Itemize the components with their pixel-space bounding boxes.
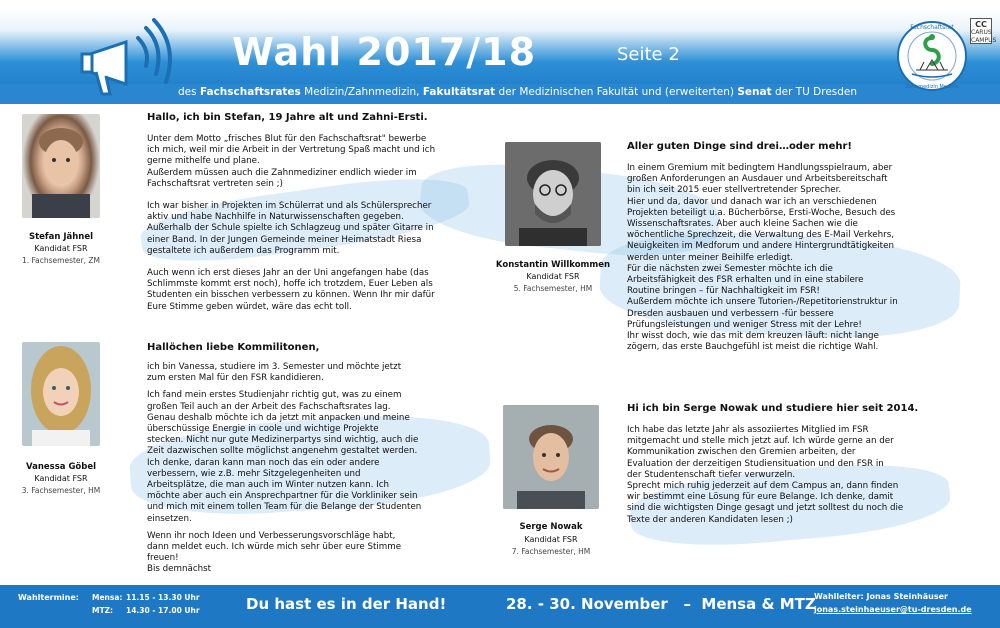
leader-email-link[interactable]: jonas.steinhaeuser@tu-dresden.de <box>814 605 972 614</box>
candidate-heading: Hi ich bin Serge Nowak und studiere hier seit 2014. <box>627 403 919 414</box>
candidate-name: Konstantin Willkommen <box>495 260 611 270</box>
candidate-text: In einem Gremium mit bedingtem Handlungsspielraum, aber großen Anforderungen an Ausdauer und Arbeitsbereitschaft bin ich seit 2015 euer stellvertretender Sprecher. Hier und da, davor und danach war ich an verschiedenen Projekten beteiligt u.a. Bücherbörse, Ersti-Woche, Besuch des Wissenschaftsrates. Aber auch kleine Sachen wie die wöchentliche Sprechzeit, die Verwaltung des E-Mail Verkehrs, Neuigkeiten im Medforum und andere Hintergrundtätigkeiten werden unter meiner Beihilfe erledigt. Für die nächsten zwei Semester möchte ich die Arbeitsfähigkeit des FSR erhalten und in eine stabilere Routine bringen – für Nachhaltigkeit im FSR! Außerdem möchte ich unsere Tutorien-/Repetitorienstruktur in Dresden ausbauen und verbessern -für bessere Prüfungsleistungen und weniger Stress mit der Lehre! Ihr wisst doch, wie das mit dem kreuzen läuft: nicht lange zögern, das erste Bauchgefühl ist meist die richtige Wahl. <box>627 163 898 353</box>
logo-text-top: Fachschaftsrat <box>910 24 954 31</box>
candidate-text: Unter dem Motto „frisches Blut für den Fachschaftsrat" bewerbe ich mich, weil mir die Arbeit in der Vertretung Spaß macht und ich gerne mithelfe und plane. Außerdem müssen auch die Zahnmediziner endlich wieder im Fachschaftsrat vertreten sein ;) Ich war bisher in Projekten im Schülerrat und als Schülersprecher aktiv und habe Nachhilfe in Naturwissenschaften gegeben. Außerhalb der Schule spielte ich Schlagzeug und später Gitarre in einer Band. In der Jungen Gemeinde meiner Heimatstadt Riesa gestaltete ich außerdem das Programm mit. Auch wenn ich erst dieses Jahr an der Uni angefangen habe (das Schlimmste kommt erst noch), hoffe ich trotzdem, Euer Leben als Studenten ein bisschen verbessern zu können. Wenn Ihr mir dafür Eure Stimme geben würdet, wäre das echt toll. <box>147 134 436 312</box>
carus-campus-badge: CC CARUS CAMPUS <box>971 20 997 44</box>
candidate-role: Kandidat FSR <box>526 272 580 281</box>
candidate-heading: Hallöchen liebe Kommilitonen, <box>147 342 320 353</box>
mtz-label: MTZ: <box>92 606 114 615</box>
candidate-photo-stefan <box>22 114 100 218</box>
candidate-semester: 3. Fachsemester, HM <box>21 486 101 495</box>
subtitle: des Fachschaftsrates Medizin/Zahnmedizin, Fakultätsrat der Medizinischen Fakultät und (erweiterten) Senat der TU Dresden <box>178 86 858 98</box>
election-leader: Wahlleiter: Jonas Steinhäuser <box>814 592 948 601</box>
candidate-role: Kandidat FSR <box>34 244 88 253</box>
candidate-name: Stefan Jähnel <box>28 232 94 242</box>
candidate-heading: Aller guten Dinge sind drei…oder mehr! <box>627 141 852 152</box>
logo-text-bottom: Zahnmedizin Medizin <box>905 84 959 90</box>
page-number: Seite 2 <box>617 44 680 65</box>
candidate-name: Serge Nowak <box>519 522 583 532</box>
election-dates-label: Wahltermine: <box>18 593 79 602</box>
candidate-photo-vanessa <box>22 342 100 446</box>
candidate-semester: 7. Fachsemester, HM <box>511 547 591 556</box>
fachschaftsrat-logo <box>896 20 968 92</box>
election-dates: 28. - 30. November – Mensa & MTZ <box>506 595 816 613</box>
slogan: Du hast es in der Hand! <box>246 595 447 613</box>
footer-bar <box>0 582 1000 628</box>
candidate-role: Kandidat FSR <box>524 535 578 544</box>
page-title: Wahl 2017/18 <box>232 30 537 74</box>
candidate-semester: 5. Fachsemester, HM <box>513 284 593 293</box>
candidate-photo-serge <box>503 405 599 509</box>
candidate-name: Vanessa Göbel <box>25 462 97 472</box>
candidate-heading: Hallo, ich bin Stefan, 19 Jahre alt und Zahni-Ersti. <box>147 112 428 123</box>
candidate-photo-konstantin <box>505 142 601 246</box>
candidate-text: ich bin Vanessa, studiere im 3. Semester und möchte jetzt zum ersten Mal für den FSR kandidieren. Ich fand mein erstes Studienjahr richtig gut, was zu einem großen Teil auch an der Arbeit des Fachschaftsrates lag. Genau deshalb möchte ich da jetzt mit anpacken und meine überschüssige Energie in coole und wichtige Projekte stecken. Nicht nur gute Medizinerpartys sind wichtig, auch die Zeit dazwischen sollte möglichst angenehm gestaltet werden. Ich denke, daran kann man noch das ein oder andere verbessern, wie z.B. mehr Sitzgelegenheiten und Arbeitsplätze, die man auch im Winter nutzen kann. Ich möchte aber auch ein Ansprechpartner für die Vorkliniker sein und mich mit einem tollen Team für die Belange der Studenten einsetzen. Wenn ihr noch Ideen und Verbesserungsvorschläge habt, dann meldet euch. Ich würde mich sehr über eure Stimme freuen! Bis demnächst <box>147 362 422 575</box>
mensa-time: 11.15 - 13.30 Uhr <box>126 593 200 602</box>
mensa-label: Mensa: <box>92 593 123 602</box>
candidate-text: Ich habe das letzte Jahr als assoziiertes Mitglied im FSR mitgemacht und stelle mich jetzt auf. Ich würde gerne an der Kommunikation zwischen den Gremien arbeiten, der Evaluation der derzeitigen Studiensituation und den FSR in der Studentenschaft tiefer verwurzeln. Sprecht mich ruhig jederzeit auf dem Campus an, dann finden wir bestimmt eine Lösung für eure Belange. Ich denke, damit sind die wichtigsten Dinge gesagt und jetzt solltest du noch die Texte der anderen Kandidaten lesen ;) <box>627 425 904 525</box>
candidate-semester: 1. Fachsemester, ZM <box>21 256 100 265</box>
candidate-role: Kandidat FSR <box>34 474 88 483</box>
mtz-time: 14.30 - 17.00 Uhr <box>126 606 200 615</box>
